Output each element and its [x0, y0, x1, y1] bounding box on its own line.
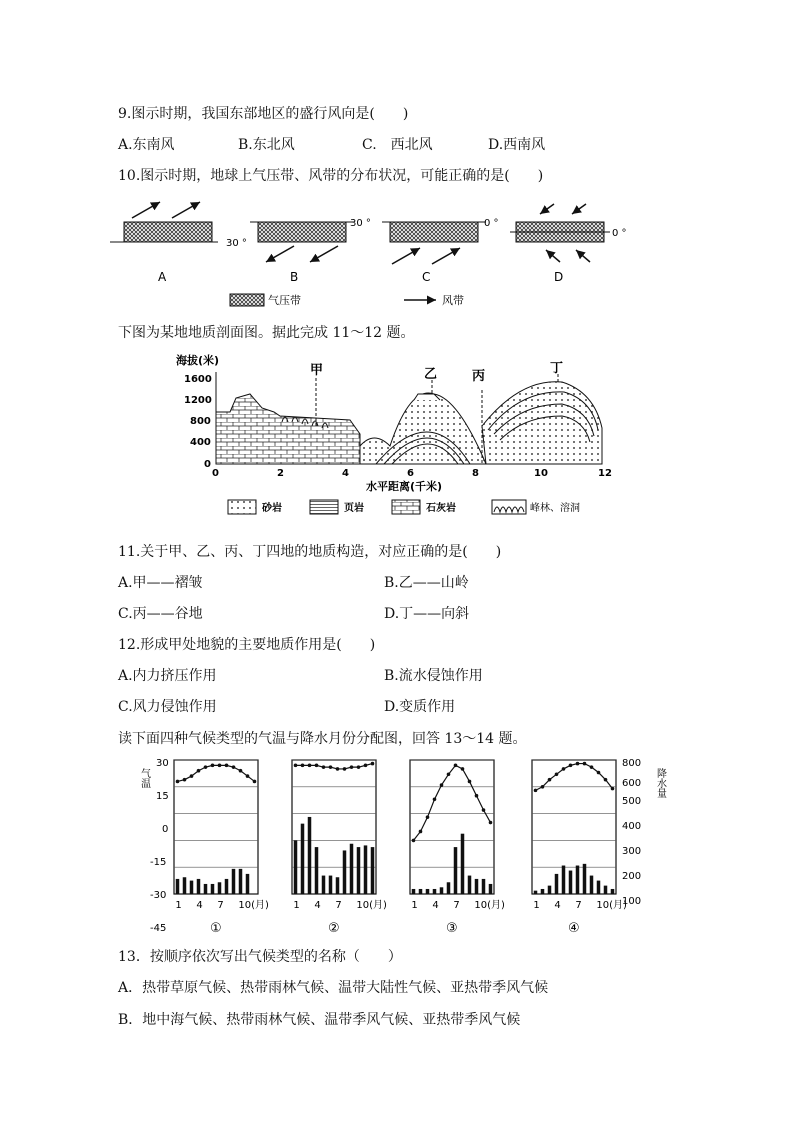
legend-sandstone: 砂岩 — [262, 503, 282, 514]
legend-shale: 页岩 — [344, 503, 364, 514]
precip-tick: 300 — [622, 846, 642, 857]
precip-bar — [433, 889, 437, 894]
precip-bar — [475, 879, 479, 894]
ytick: 0 — [204, 459, 211, 470]
precip-bar — [246, 874, 250, 894]
temp-tick: 30 — [156, 758, 169, 769]
precip-bar — [315, 847, 319, 894]
temp-tick: 15 — [156, 791, 169, 802]
xtick: 0 — [212, 468, 219, 479]
legend-pressure-label: 气压带 — [268, 294, 301, 307]
pressure-belt-a — [124, 222, 212, 242]
month-tick: 10(月) — [356, 900, 387, 911]
wind-arrow — [576, 250, 590, 262]
month-tick: 1 — [533, 900, 540, 911]
month-tick: 7 — [453, 900, 460, 911]
ytick: 400 — [190, 437, 211, 448]
precip-bar — [197, 879, 201, 894]
q9-stem: 9.图示时期，我国东部地区的盛行风向是( ) — [118, 106, 409, 122]
month-tick: 10(月) — [474, 900, 505, 911]
temp-tick: -15 — [150, 857, 167, 868]
precip-bar — [350, 844, 354, 894]
wind-arrow — [132, 202, 160, 218]
q10-stem: 10.图示时期，地球上气压带、风带的分布状况，可能正确的是( ) — [118, 168, 544, 184]
precip-bar — [412, 889, 416, 894]
q12-option-a: A.内力挤压作用 — [118, 668, 217, 684]
pressure-belt-b — [258, 222, 346, 242]
q11-option-d: D.丁——向斜 — [384, 606, 470, 622]
precip-bar — [336, 877, 340, 894]
wind-arrow — [266, 246, 294, 262]
precip-axis-label: 降水量 — [654, 768, 666, 798]
xtick: 12 — [598, 468, 612, 479]
precip-bar — [364, 845, 368, 894]
wind-arrow — [546, 250, 560, 262]
q13-option-a: A．热带草原气候、热带雨林气候、温带大陆性气候、亚热带季风气候 — [118, 980, 549, 996]
legend-limestone-swatch — [392, 500, 420, 514]
panel-label: ④ — [568, 921, 580, 936]
precip-bar — [343, 850, 347, 894]
legend-sandstone-swatch — [228, 500, 256, 514]
place-bing: 丙 — [472, 369, 486, 384]
month-tick: 7 — [217, 900, 224, 911]
precip-tick: 800 — [622, 758, 642, 769]
intro-11-12: 下图为某地地质剖面图。据此完成 11～12 题。 — [118, 325, 415, 341]
precip-bar — [357, 847, 361, 894]
precip-bar — [190, 881, 194, 894]
lat-label-0: 0 ° — [612, 228, 627, 239]
month-tick: 4 — [554, 900, 561, 911]
precip-bar — [611, 889, 615, 894]
precip-bar — [218, 882, 222, 894]
precip-bar — [454, 847, 458, 894]
wind-arrow — [540, 204, 554, 214]
precip-bar — [597, 881, 601, 894]
climate-panel-frame — [292, 760, 376, 894]
precip-bar — [604, 886, 608, 894]
panel-label-b: B — [290, 270, 299, 284]
precip-bar — [590, 876, 594, 894]
month-tick: 4 — [314, 900, 321, 911]
precip-bar — [294, 840, 298, 894]
q9-option-c: C. 西北风 — [362, 137, 433, 153]
q9-option-b: B.东北风 — [238, 137, 295, 153]
wind-arrow — [172, 202, 200, 218]
precip-tick: 600 — [622, 778, 642, 789]
precip-bar — [555, 874, 559, 894]
xtick: 6 — [407, 468, 414, 479]
precip-bar — [211, 884, 215, 894]
precip-bar — [489, 884, 493, 894]
precip-bar — [440, 887, 444, 894]
climate-panel-frame — [174, 760, 258, 894]
q11-option-a: A.甲——褶皱 — [118, 575, 203, 591]
place-jia: 甲 — [310, 363, 324, 378]
pressure-wind-diagram — [110, 190, 670, 315]
geologic-profile — [170, 350, 620, 525]
precip-bar — [329, 876, 333, 894]
xtick: 4 — [342, 468, 349, 479]
precip-bar — [576, 866, 580, 894]
precip-bar — [541, 889, 545, 894]
precip-bar — [534, 891, 538, 894]
ytick: 800 — [190, 416, 211, 427]
precip-bar — [468, 876, 472, 894]
precip-bar — [232, 869, 236, 894]
legend-wind-label: 风带 — [442, 294, 464, 307]
q12-stem: 12.形成甲处地貌的主要地质作用是( ) — [118, 637, 376, 653]
precip-bar — [482, 879, 486, 894]
precip-tick: 400 — [622, 821, 642, 832]
precip-tick: 200 — [622, 871, 642, 882]
precip-bar — [583, 864, 587, 894]
precip-bar — [204, 884, 208, 894]
legend-limestone: 石灰岩 — [426, 503, 456, 514]
profile-xlabel: 水平距离(千米) — [366, 480, 443, 493]
month-tick: 1 — [411, 900, 418, 911]
q13-stem: 13．按顺序依次写出气候类型的名称（ ） — [118, 949, 402, 965]
q9-option-d: D.西南风 — [488, 137, 546, 153]
lat-label-0: 0 ° — [484, 218, 499, 229]
panel-label: ② — [328, 921, 340, 936]
month-tick: 4 — [196, 900, 203, 911]
precip-bar — [183, 877, 187, 894]
precip-bar — [371, 847, 375, 894]
precip-bar — [225, 879, 229, 894]
month-tick: 1 — [175, 900, 182, 911]
ytick: 1600 — [184, 374, 212, 385]
precip-bar — [447, 882, 451, 894]
intro-13-14: 读下面四种气候类型的气温与降水月份分配图，回答 13～14 题。 — [118, 731, 527, 747]
lat-label-30: 30 ° — [350, 218, 371, 229]
xtick: 10 — [534, 468, 548, 479]
month-tick: 4 — [432, 900, 439, 911]
ytick: 1200 — [184, 395, 212, 406]
legend-karst: 峰林、溶洞 — [530, 503, 580, 514]
precip-bar — [301, 824, 305, 894]
wind-arrow — [310, 246, 338, 262]
precip-bar — [426, 889, 430, 894]
panel-label-d: D — [554, 270, 564, 284]
pressure-belt-c — [390, 222, 478, 242]
panel-label: ③ — [446, 921, 458, 936]
temp-tick: -45 — [150, 923, 167, 934]
precip-tick: 100 — [622, 896, 642, 907]
month-tick: 1 — [293, 900, 300, 911]
limestone-block — [216, 394, 360, 464]
q11-option-c: C.丙——谷地 — [118, 606, 203, 622]
precip-tick: 500 — [622, 796, 642, 807]
place-ding: 丁 — [550, 361, 564, 376]
precip-bar — [308, 817, 312, 894]
q11-stem: 11.关于甲、乙、丙、丁四地的地质构造，对应正确的是( ) — [118, 544, 502, 560]
legend-shale-swatch — [310, 500, 338, 514]
month-tick: 10(月) — [238, 900, 269, 911]
month-tick: 7 — [335, 900, 342, 911]
anticline — [360, 393, 486, 464]
precip-bar — [548, 886, 552, 894]
temp-tick: -30 — [150, 890, 167, 901]
climate-panel-frame — [532, 760, 616, 894]
wind-arrow — [572, 204, 586, 214]
precip-bar — [322, 876, 326, 894]
panel-label-a: A — [158, 270, 167, 284]
precip-bar — [176, 879, 180, 894]
place-yi: 乙 — [424, 367, 438, 382]
month-tick: 10(月) — [596, 900, 627, 911]
wind-arrow — [392, 248, 420, 264]
wind-arrow — [432, 248, 460, 264]
temp-axis-label: 气温 — [138, 768, 150, 788]
precip-bar — [569, 871, 573, 894]
precip-bar — [562, 866, 566, 894]
month-tick: 7 — [575, 900, 582, 911]
panel-label-c: C — [422, 270, 431, 284]
precip-bar — [461, 834, 465, 894]
climate-charts — [140, 754, 680, 940]
xtick: 8 — [472, 468, 479, 479]
q12-option-d: D.变质作用 — [384, 699, 456, 715]
temp-tick: 0 — [162, 824, 169, 835]
precip-bar — [419, 889, 423, 894]
lat-label-30: 30 ° — [226, 238, 247, 249]
xtick: 2 — [277, 468, 284, 479]
q12-option-b: B.流水侵蚀作用 — [384, 668, 483, 684]
q13-option-b: B．地中海气候、热带雨林气候、温带季风气候、亚热带季风气候 — [118, 1012, 521, 1028]
legend-pressure-swatch — [230, 294, 264, 306]
profile-ylabel: 海拔(米) — [176, 354, 220, 367]
q9-option-a: A.东南风 — [118, 137, 175, 153]
panel-label: ① — [210, 921, 222, 936]
precip-bar — [239, 869, 243, 894]
q11-option-b: B.乙——山岭 — [384, 575, 469, 591]
q12-option-c: C.风力侵蚀作用 — [118, 699, 217, 715]
